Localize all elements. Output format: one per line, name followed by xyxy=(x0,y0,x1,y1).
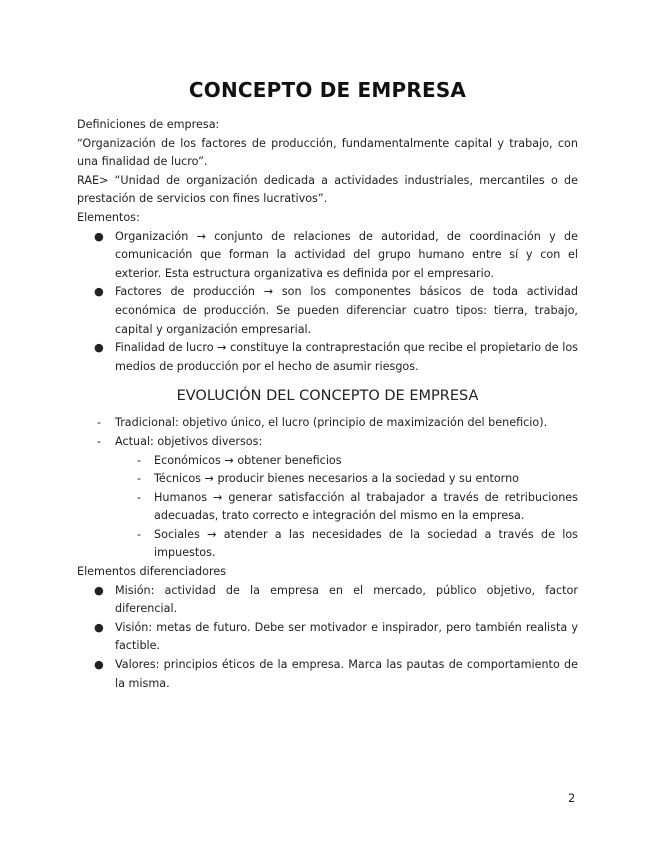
list-item xyxy=(77,452,578,471)
definition-2-rae: RAE> “Unidad de organización dedicada a actividades industriales, mercantiles o de prestación de servicios con fines lucrativos”. xyxy=(77,173,578,206)
list-item-text: Humanos → generar satisfacción al trabajador a través de retribuciones adecuadas, trato correcto e integración del mismo en la empresa. xyxy=(154,490,578,523)
dash-marker: - xyxy=(137,472,142,486)
differentiators-list xyxy=(77,582,578,694)
document-body xyxy=(77,116,578,693)
section-heading-evolution: EVOLUCIÓN DEL CONCEPTO DE EMPRESA xyxy=(176,388,479,405)
evolution-list xyxy=(77,414,578,451)
dash-marker: - xyxy=(97,416,102,430)
dash-marker: - xyxy=(97,434,102,448)
dash-marker: - xyxy=(137,490,142,504)
list-item xyxy=(77,339,578,376)
list-item-text: Económicos → obtener beneficios xyxy=(154,453,342,467)
list-item xyxy=(77,414,578,433)
definitions-heading: Definiciones de empresa: xyxy=(77,118,220,131)
bullet-marker: ● xyxy=(94,658,104,672)
list-item xyxy=(77,619,578,656)
list-item xyxy=(77,433,578,452)
elements-heading: Elementos: xyxy=(77,210,140,224)
list-item xyxy=(77,582,578,619)
list-item xyxy=(77,526,578,563)
dash-marker: - xyxy=(137,453,142,467)
list-item xyxy=(77,489,578,526)
bullet-marker: ● xyxy=(94,285,104,299)
definition-1: “Organización de los factores de producción, fundamentalmente capital y trabajo, con una finalidad de lucro”. xyxy=(77,136,578,169)
list-item-text: Organización → conjunto de relaciones de autoridad, de coordinación y de comunicación que forman la actividad del grupo humano entre sí y con el exterior. Esta estructura organizativa es definida por el empresario. xyxy=(115,229,578,280)
elements-list xyxy=(77,228,578,377)
bullet-marker: ● xyxy=(94,229,104,243)
differentiators-heading: Elementos diferenciadores xyxy=(77,565,227,579)
list-item xyxy=(77,470,578,489)
list-item-text: Actual: objetivos diversos: xyxy=(115,434,263,448)
list-item-text: Misión: actividad de la empresa en el mercado, público objetivo, factor diferencial. xyxy=(115,583,578,616)
list-item-text: Técnicos → producir bienes necesarios a la sociedad y su entorno xyxy=(154,472,520,486)
list-item xyxy=(77,656,578,693)
list-item xyxy=(77,283,578,339)
list-item-text: Tradicional: objetivo único, el lucro (principio de maximización del beneficio). xyxy=(115,416,548,430)
bullet-marker: ● xyxy=(94,341,104,355)
objectives-sublist xyxy=(77,452,578,564)
page-number: 2 xyxy=(568,791,576,805)
page-title: CONCEPTO DE EMPRESA xyxy=(188,78,467,102)
list-item xyxy=(77,228,578,284)
list-item-text: Sociales → atender a las necesidades de la sociedad a través de los impuestos. xyxy=(154,527,578,560)
list-item-text: Finalidad de lucro → constituye la contraprestación que recibe el propietario de los medios de producción por el hecho de asumir riesgos. xyxy=(115,341,578,373)
bullet-marker: ● xyxy=(94,583,104,597)
list-item-text: Visión: metas de futuro. Debe ser motivador e inspirador, pero también realista y factible. xyxy=(115,620,578,653)
bullet-marker: ● xyxy=(94,620,104,634)
list-item-text: Valores: principios éticos de la empresa. Marca las pautas de comportamiento de la misma. xyxy=(115,658,578,690)
list-item-text: Factores de producción → son los componentes básicos de toda actividad económica de producción. Se pueden diferenciar cuatro tipos: tierra, trabajo, capital y organización empresarial. xyxy=(115,285,578,336)
dash-marker: - xyxy=(137,527,142,541)
